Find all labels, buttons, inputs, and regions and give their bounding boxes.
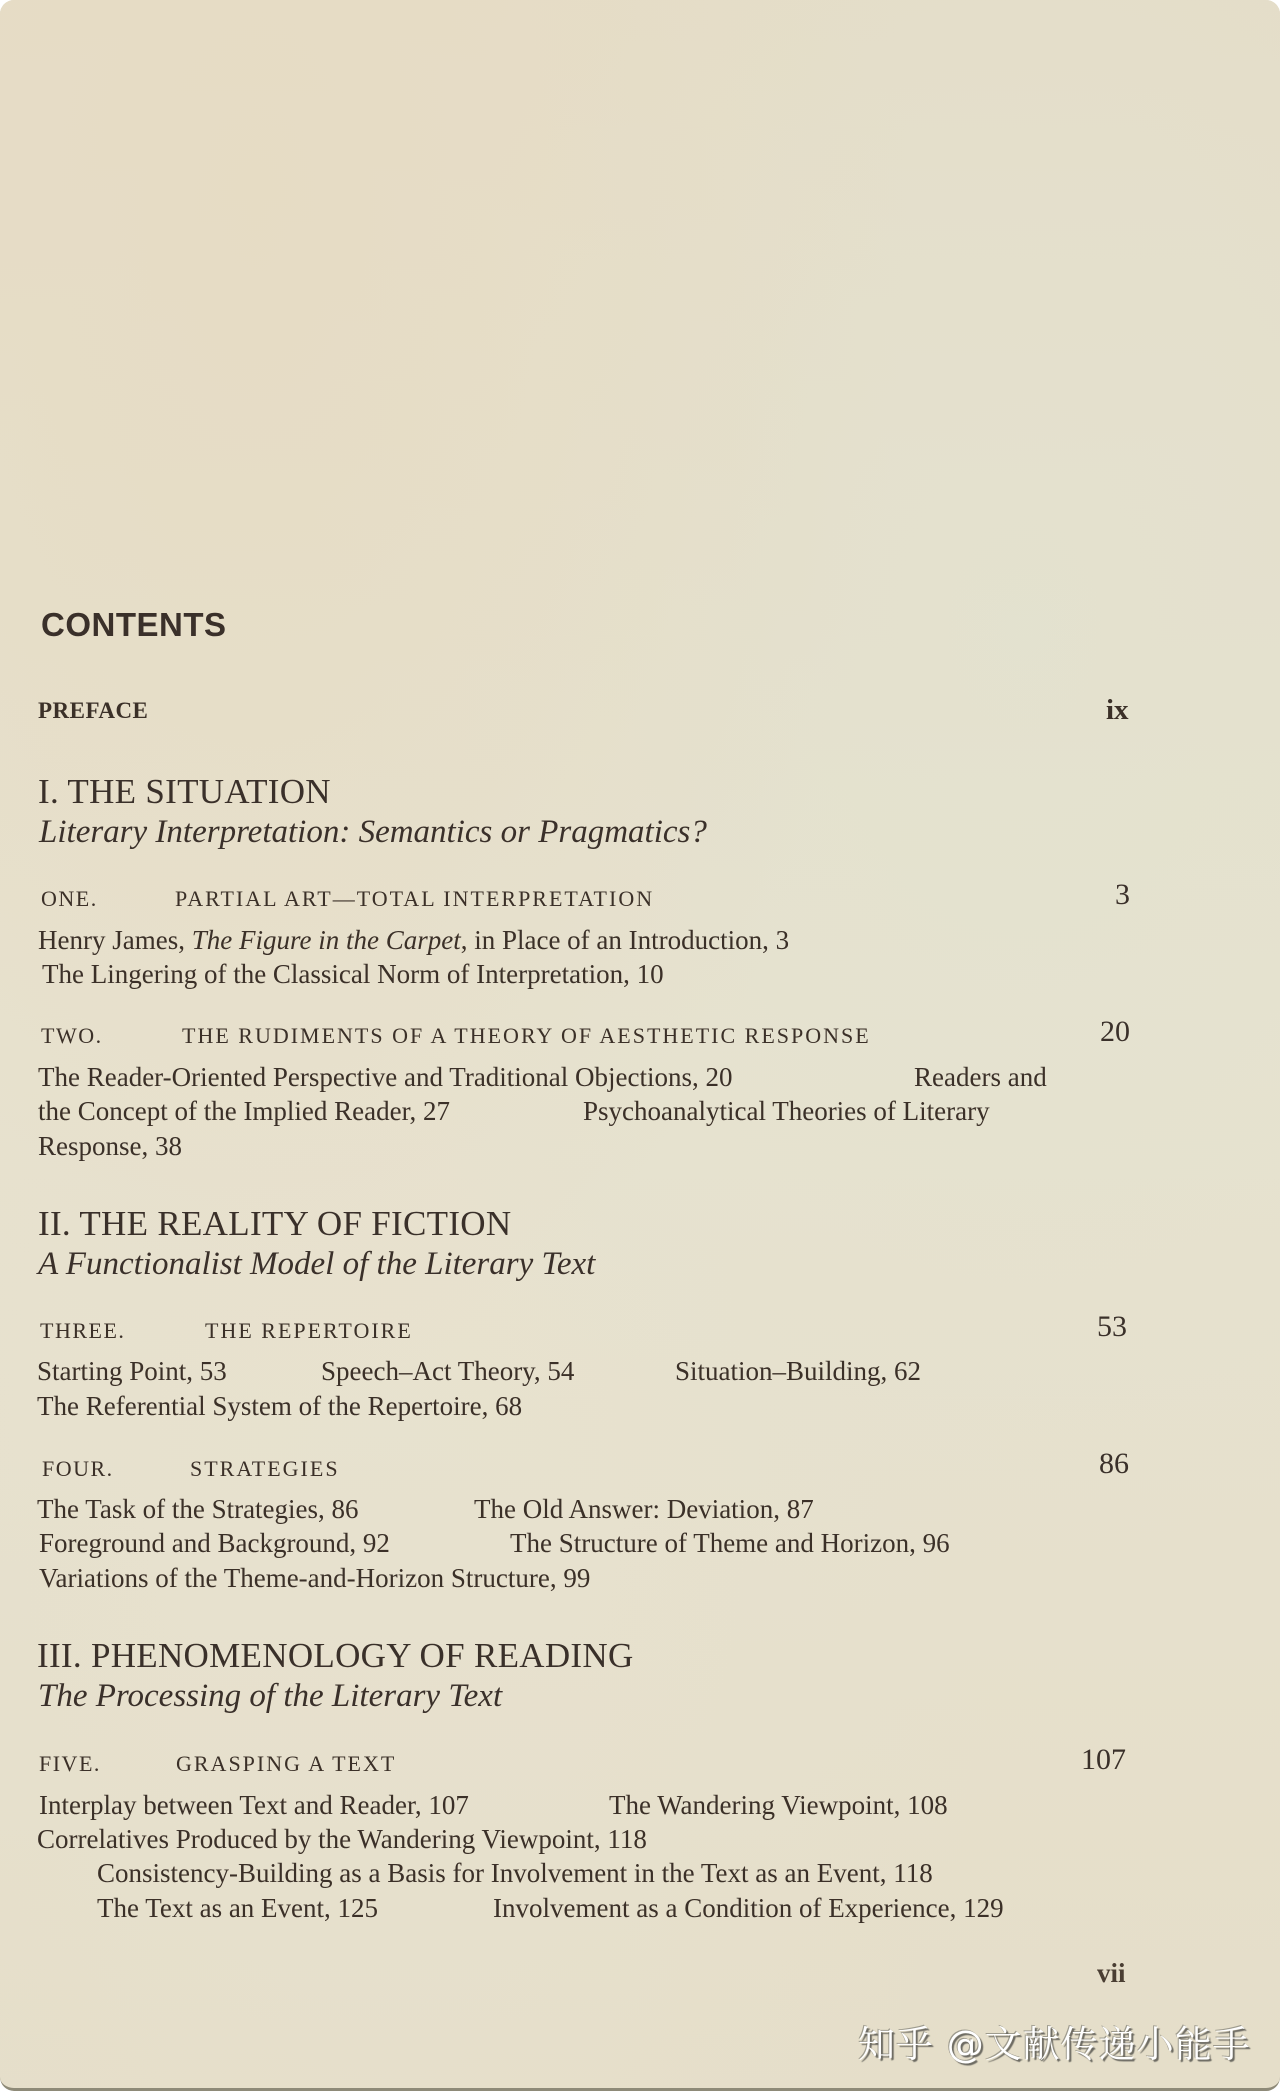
chapter-3-number: THREE. [40, 1318, 126, 1343]
toc-entry: Psychoanalytical Theories of Literary [583, 1096, 990, 1126]
contents-heading: CONTENTS [41, 606, 227, 643]
chapter-5-page: 107 [1081, 1743, 1126, 1776]
chapter-4-number: FOUR. [42, 1456, 114, 1481]
chapter-5-number: FIVE. [39, 1751, 101, 1776]
chapter-3-page: 53 [1097, 1310, 1127, 1343]
toc-entry: Starting Point, 53 [37, 1356, 227, 1386]
chapter-4-title: STRATEGIES [190, 1456, 340, 1481]
chapter-5-title: GRASPING A TEXT [176, 1751, 397, 1776]
toc-entry: The Reader-Oriented Perspective and Traditional Objections, 20 [38, 1062, 733, 1092]
toc-entry: Involvement as a Condition of Experience, 129 [493, 1893, 1004, 1923]
toc-entry: The Wandering Viewpoint, 108 [609, 1790, 948, 1820]
toc-entry: Response, 38 [38, 1131, 182, 1161]
chapter-2-number: TWO. [41, 1023, 103, 1048]
toc-entry: the Concept of the Implied Reader, 27 [38, 1096, 451, 1126]
toc-entry-line: The Lingering of the Classical Norm of Interpretation, 10 [42, 959, 664, 989]
toc-entry: Consistency-Building as a Basis for Involvement in the Text as an Event, 118 [97, 1858, 933, 1888]
watermark-text: 知乎 @文献传递小能手 [858, 2023, 1251, 2066]
toc-entry: The Referential System of the Repertoire, 68 [37, 1391, 523, 1421]
toc-entry: The Task of the Strategies, 86 [37, 1494, 359, 1524]
part-1-subtitle: Literary Interpretation: Semantics or Pragmatics? [39, 814, 707, 850]
preface-label: PREFACE [38, 698, 149, 723]
entry-italic-title: The Figure in the Carpet [191, 925, 461, 955]
part-1-title: I. THE SITUATION [38, 772, 331, 811]
part-2-subtitle: A Functionalist Model of the Literary Text [38, 1246, 596, 1282]
toc-entry: Correlatives Produced by the Wandering Viewpoint, 118 [37, 1824, 647, 1854]
part-3-title: III. PHENOMENOLOGY OF READING [37, 1636, 634, 1675]
toc-entry: Variations of the Theme-and-Horizon Structure, 99 [39, 1563, 591, 1593]
toc-entry: Foreground and Background, 92 [39, 1528, 390, 1558]
toc-entry: The Structure of Theme and Horizon, 96 [510, 1528, 950, 1558]
toc-entry: Speech–Act Theory, 54 [321, 1356, 575, 1386]
toc-entry: Interplay between Text and Reader, 107 [39, 1790, 469, 1820]
chapter-2-title: THE RUDIMENTS OF A THEORY OF AESTHETIC RESPONSE [182, 1023, 871, 1048]
chapter-3-title: THE REPERTOIRE [205, 1318, 413, 1343]
entry-text: , in Place of an Introduction, 3 [460, 925, 790, 955]
part-2-title: II. THE REALITY OF FICTION [38, 1204, 512, 1243]
part-3-subtitle: The Processing of the Literary Text [38, 1678, 503, 1714]
toc-entry: Readers and [914, 1062, 1047, 1092]
entry-text: Henry James, [38, 925, 192, 955]
chapter-1-number: ONE. [41, 886, 98, 911]
chapter-1-title: PARTIAL ART—TOTAL INTERPRETATION [175, 886, 655, 911]
preface-page-number: ix [1106, 694, 1129, 726]
chapter-1-page: 3 [1115, 878, 1130, 911]
page-folio: vii [1097, 1958, 1126, 1988]
toc-entry: Situation–Building, 62 [675, 1356, 922, 1386]
toc-entry-line [38, 925, 789, 956]
chapter-4-page: 86 [1099, 1447, 1129, 1480]
toc-entry: The Old Answer: Deviation, 87 [474, 1494, 814, 1524]
chapter-2-page: 20 [1100, 1015, 1130, 1048]
toc-entry: The Text as an Event, 125 [97, 1893, 379, 1923]
